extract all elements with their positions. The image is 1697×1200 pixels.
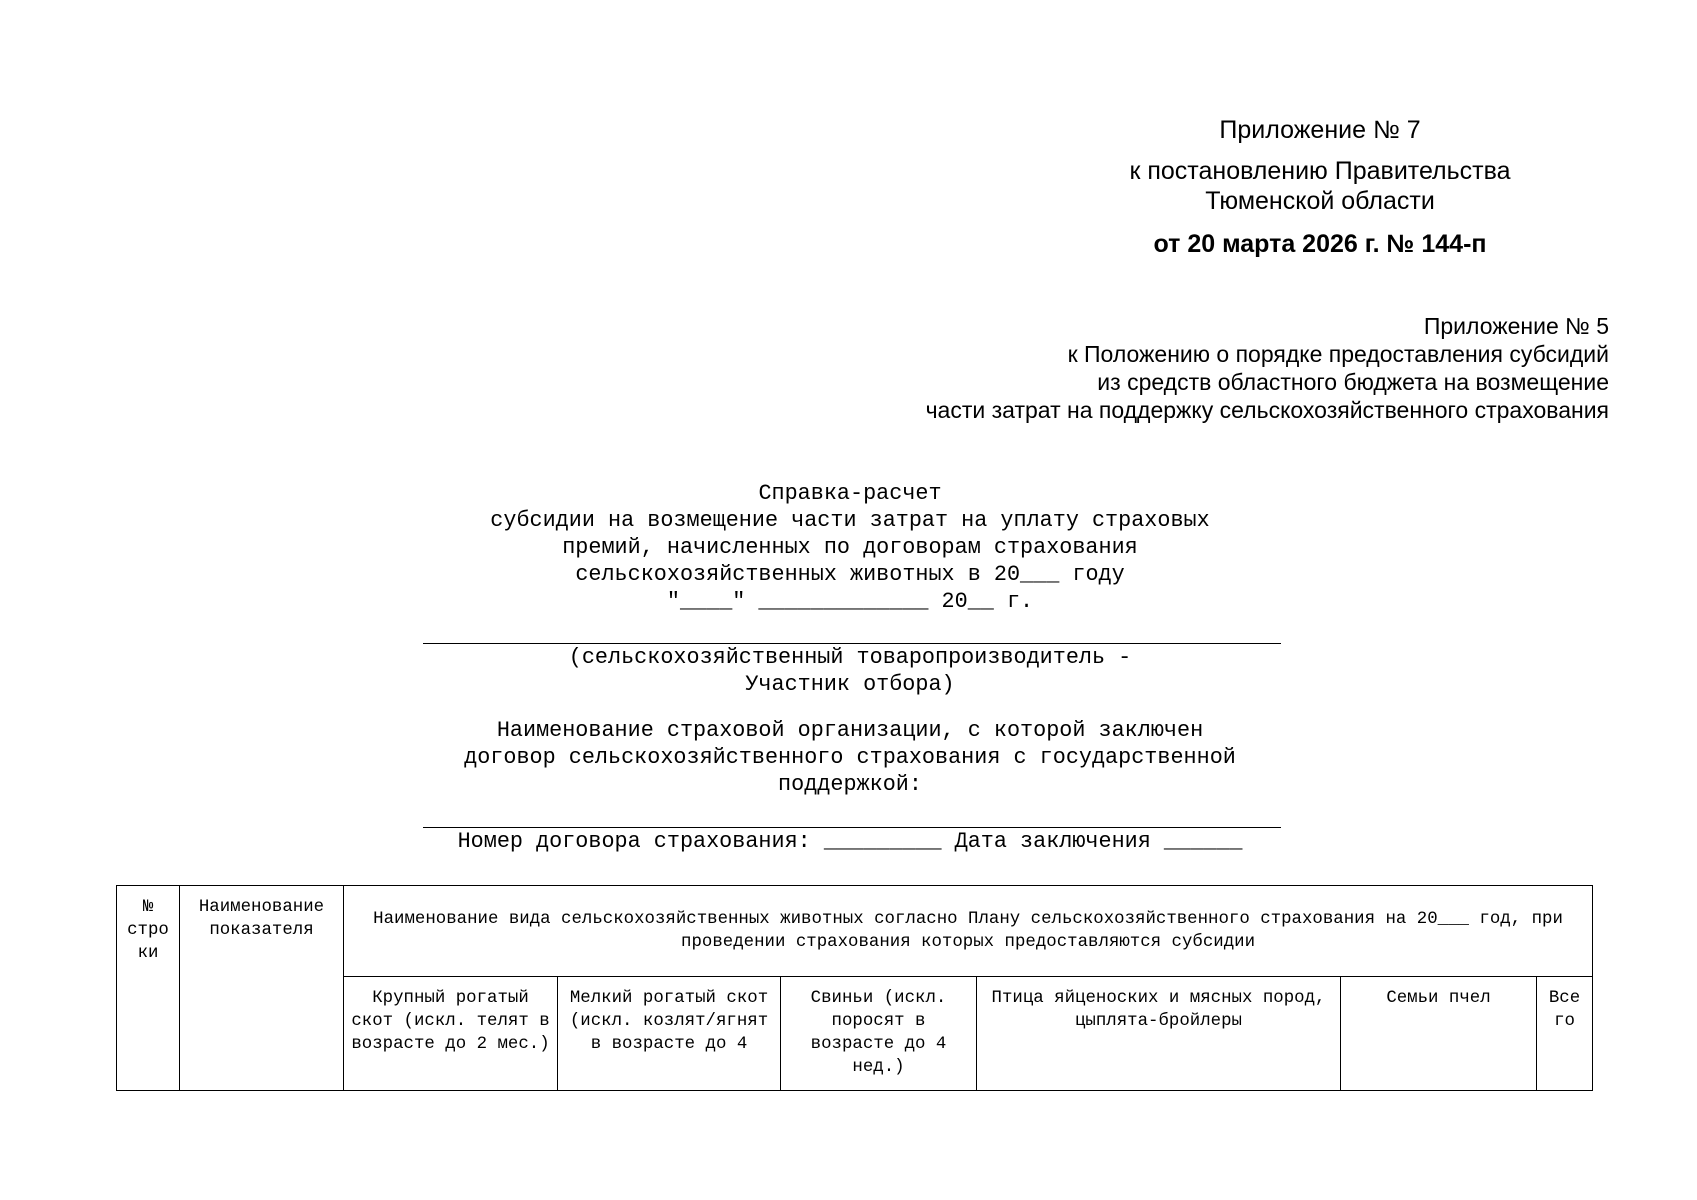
col-row-number: № стро ки (117, 886, 180, 1091)
col-pigs: Свиньи (искл. поросят в возрасте до 4 нед.) (781, 977, 977, 1091)
col-bee-colonies: Семьи пчел (1341, 977, 1537, 1091)
appendix7-line1: к постановлению Правительства (1129, 157, 1511, 185)
col-cattle: Крупный рогатый скот (искл. телят в возрасте до 2 мес.) (344, 977, 558, 1091)
insurer-label-1: Наименование страховой организации, с которой заключен (496, 718, 1204, 743)
col-small-cattle: Мелкий рогатый скот (искл. козлят/ягнят в возрасте до 4 (558, 977, 781, 1091)
insurer-label-3: поддержкой: (778, 772, 922, 797)
appendix7-title: Приложение № 7 (1219, 116, 1421, 144)
animal-types-group-header: Наименование вида сельскохозяйственных животных согласно Плану сельскохозяйственного страхования на 20___ год, при проведении страхования которых предоставляются субсидии (344, 886, 1593, 977)
appendix5-title: Приложение № 5 (1423, 313, 1609, 339)
certificate-date-line: "____" _____________ 20__ г. (666, 589, 1034, 614)
insurer-label-2: договор сельскохозяйственного страхования с государственной (464, 745, 1236, 770)
certificate-line3: сельскохозяйственных животных в 20___ году (575, 562, 1125, 587)
producer-caption-2: Участник отбора) (745, 672, 955, 697)
appendix7-decree: от 20 марта 2026 г. № 144-п (1153, 230, 1487, 258)
certificate-line1: субсидии на возмещение части затрат на уплату страховых (490, 508, 1210, 533)
appendix7-line2: Тюменской области (1205, 187, 1435, 215)
col-poultry: Птица яйценоских и мясных пород, цыплята-бройлеры (977, 977, 1341, 1091)
certificate-line2: премий, начисленных по договорам страхования (562, 535, 1138, 560)
appendix5-line1: к Положению о порядке предоставления субсидий (1067, 341, 1609, 367)
certificate-title: Справка-расчет (758, 481, 942, 506)
producer-caption-1: (сельскохозяйственный товаропроизводитель - (568, 645, 1132, 670)
subsidy-table (116, 885, 1593, 1091)
appendix5-line3: части затрат на поддержку сельскохозяйственного страхования (925, 397, 1609, 423)
contract-line: Номер договора страхования: _________ Дата заключения ______ (457, 829, 1243, 854)
appendix5-line2: из средств областного бюджета на возмещение (1097, 369, 1609, 395)
col-total: Все го (1537, 977, 1593, 1091)
col-indicator-name: Наименование показателя (180, 886, 344, 1091)
